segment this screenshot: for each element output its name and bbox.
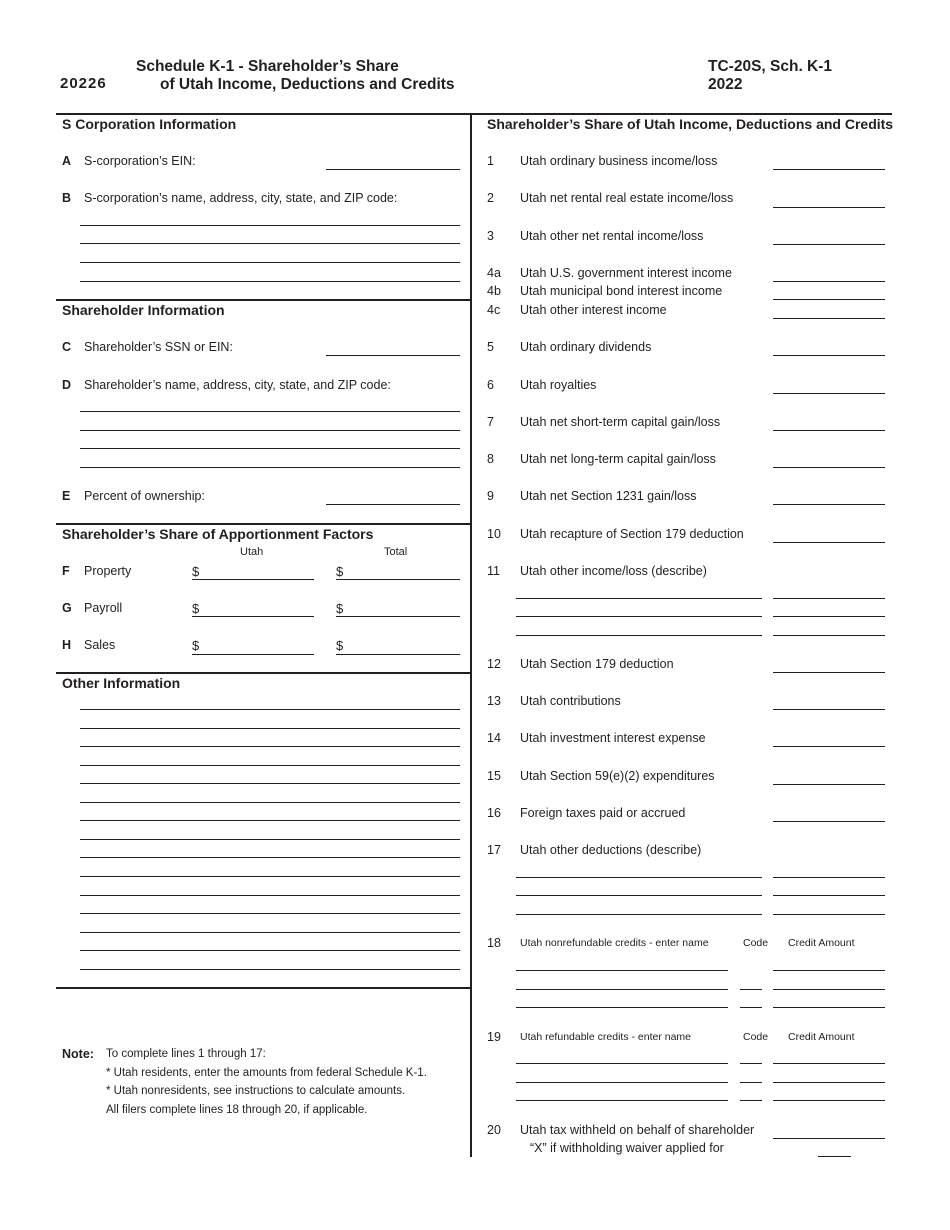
line-20-amount-field[interactable] xyxy=(773,1138,885,1139)
line-1-number: 1 xyxy=(487,154,494,168)
property-total-dollar: $ xyxy=(336,564,344,579)
line-19-label: Utah refundable credits - enter name xyxy=(520,1031,692,1043)
line-18-code-field-2[interactable] xyxy=(740,989,762,990)
line-18-amount-field-2[interactable] xyxy=(773,989,885,990)
line-19-code-header: Code xyxy=(743,1031,769,1043)
shareholder-ssn-label: Shareholder’s SSN or EIN: xyxy=(84,340,233,354)
line-4a-label: Utah U.S. government interest income xyxy=(520,266,732,280)
s-corp-section-title: S Corporation Information xyxy=(62,116,237,132)
shareholder-section-title: Shareholder Information xyxy=(62,302,225,318)
section-rule-note xyxy=(56,987,470,989)
line-19-amount-field-1[interactable] xyxy=(773,1063,885,1064)
letter-g: G xyxy=(62,601,72,615)
line-1-amount-field[interactable] xyxy=(773,169,885,170)
s-corp-ein-label: S-corporation’s EIN: xyxy=(84,154,196,168)
line-12-number: 12 xyxy=(487,657,501,671)
note-line-1: To complete lines 1 through 17: xyxy=(106,1048,266,1060)
line-11-number: 11 xyxy=(487,564,500,578)
line-4a-amount-field[interactable] xyxy=(773,281,885,282)
payroll-total-field[interactable] xyxy=(336,616,460,617)
line-12-amount-field[interactable] xyxy=(773,672,885,673)
form-id: TC-20S, Sch. K-1 xyxy=(708,58,833,75)
line-18-number: 18 xyxy=(487,936,501,950)
line-8-amount-field[interactable] xyxy=(773,467,885,468)
other-info-line[interactable] xyxy=(80,783,460,784)
property-utah-dollar: $ xyxy=(192,564,200,579)
line-13-number: 13 xyxy=(487,694,501,708)
line-17-describe-field-2[interactable] xyxy=(516,895,762,896)
section-rule-shareholder xyxy=(56,299,470,301)
line-3-amount-field[interactable] xyxy=(773,244,885,245)
other-info-line[interactable] xyxy=(80,765,460,766)
letter-a: A xyxy=(62,154,72,168)
form-title-line1: Schedule K-1 - Shareholder’s Share xyxy=(136,58,399,75)
shareholder-address-field-4[interactable] xyxy=(80,467,460,468)
other-info-line[interactable] xyxy=(80,969,460,970)
letter-d: D xyxy=(62,378,72,392)
line-17-describe-field-3[interactable] xyxy=(516,914,762,915)
line-4c-number: 4c xyxy=(487,303,501,317)
letter-f: F xyxy=(62,564,70,578)
payroll-utah-field[interactable] xyxy=(192,616,314,617)
line-3-number: 3 xyxy=(487,229,494,243)
other-info-line[interactable] xyxy=(80,802,460,803)
line-8-number: 8 xyxy=(487,452,494,466)
line-19-code-field-1[interactable] xyxy=(740,1063,762,1064)
s-corp-ein-field[interactable] xyxy=(326,169,460,170)
line-17-number: 17 xyxy=(487,843,501,857)
column-divider xyxy=(470,113,472,1157)
line-11-describe-field-3[interactable] xyxy=(516,635,762,636)
line-19-number: 19 xyxy=(487,1030,501,1044)
line-20-number: 20 xyxy=(487,1123,501,1137)
section-rule-other xyxy=(56,672,470,674)
line-5-amount-field[interactable] xyxy=(773,355,885,356)
line-11-label: Utah other income/loss (describe) xyxy=(520,564,707,578)
line-18-name-field-1[interactable] xyxy=(516,970,728,971)
s-corp-name-label: S-corporation’s name, address, city, state, and ZIP code: xyxy=(84,191,398,205)
note-line-4: All filers complete lines 18 through 20, if applicable. xyxy=(106,1104,368,1116)
line-4a-number: 4a xyxy=(487,266,501,280)
payroll-total-dollar: $ xyxy=(336,601,344,616)
payroll-utah-dollar: $ xyxy=(192,601,200,616)
line-18-code-header: Code xyxy=(743,937,769,949)
line-18-code-field-3[interactable] xyxy=(740,1007,762,1008)
property-utah-field[interactable] xyxy=(192,579,314,580)
line-14-number: 14 xyxy=(487,731,501,745)
other-info-line[interactable] xyxy=(80,746,460,747)
line-11-describe-field-2[interactable] xyxy=(516,616,762,617)
ownership-percent-label: Percent of ownership: xyxy=(84,489,205,503)
line-3-label: Utah other net rental income/loss xyxy=(520,229,704,243)
line-8-label: Utah net long-term capital gain/loss xyxy=(520,452,716,466)
line-2-label: Utah net rental real estate income/loss xyxy=(520,191,734,205)
apportionment-section-title: Shareholder’s Share of Apportionment Factors xyxy=(62,526,374,542)
sales-utah-field[interactable] xyxy=(192,654,314,655)
line-19-amount-header: Credit Amount xyxy=(788,1031,855,1043)
line-5-label: Utah ordinary dividends xyxy=(520,340,652,354)
line-18-amount-field-1[interactable] xyxy=(773,970,885,971)
line-11-amount-field-1[interactable] xyxy=(773,598,885,599)
shareholder-address-field-3[interactable] xyxy=(80,448,460,449)
line-9-number: 9 xyxy=(487,489,494,503)
line-18-label: Utah nonrefundable credits - enter name xyxy=(520,937,709,949)
line-20-label: Utah tax withheld on behalf of shareholder xyxy=(520,1123,755,1137)
line-17-amount-field-2[interactable] xyxy=(773,895,885,896)
line-18-name-field-3[interactable] xyxy=(516,1007,728,1008)
shareholder-name-label: Shareholder’s name, address, city, state, and ZIP code: xyxy=(84,378,391,392)
line-19-code-field-2[interactable] xyxy=(740,1082,762,1083)
line-4b-label: Utah municipal bond interest income xyxy=(520,284,723,298)
line-13-amount-field[interactable] xyxy=(773,709,885,710)
other-info-line[interactable] xyxy=(80,895,460,896)
note-line-2: * Utah residents, enter the amounts from federal Schedule K-1. xyxy=(106,1067,427,1079)
other-info-line[interactable] xyxy=(80,950,460,951)
s-corp-address-field-3[interactable] xyxy=(80,262,460,263)
line-19-name-field-2[interactable] xyxy=(516,1082,728,1083)
letter-b: B xyxy=(62,191,72,205)
line-10-amount-field[interactable] xyxy=(773,542,885,543)
other-info-line[interactable] xyxy=(80,839,460,840)
line-6-amount-field[interactable] xyxy=(773,393,885,394)
line-9-amount-field[interactable] xyxy=(773,504,885,505)
line-2-amount-field[interactable] xyxy=(773,207,885,208)
line-4b-number: 4b xyxy=(487,284,501,298)
sales-label: Sales xyxy=(84,638,116,652)
income-section-title: Shareholder’s Share of Utah Income, Deductions and Credits xyxy=(487,116,894,132)
shareholder-address-field-2[interactable] xyxy=(80,430,460,431)
form-year: 2022 xyxy=(708,76,743,93)
other-info-section-title: Other Information xyxy=(62,675,181,691)
line-2-number: 2 xyxy=(487,191,494,205)
s-corp-address-field-4[interactable] xyxy=(80,281,460,282)
sales-utah-dollar: $ xyxy=(192,638,200,653)
line-19-name-field-3[interactable] xyxy=(516,1100,728,1101)
line-14-label: Utah investment interest expense xyxy=(520,731,706,745)
line-10-label: Utah recapture of Section 179 deduction xyxy=(520,527,744,541)
line-11-describe-field-1[interactable] xyxy=(516,598,762,599)
payroll-label: Payroll xyxy=(84,601,123,615)
ownership-percent-field[interactable] xyxy=(326,504,460,505)
line-19-amount-field-3[interactable] xyxy=(773,1100,885,1101)
form-title-line2: of Utah Income, Deductions and Credits xyxy=(160,76,455,93)
line-5-number: 5 xyxy=(487,340,494,354)
withholding-waiver-label: “X” if withholding waiver applied for xyxy=(530,1141,724,1155)
section-rule-apportionment xyxy=(56,523,470,525)
line-4c-label: Utah other interest income xyxy=(520,303,667,317)
line-4b-amount-field[interactable] xyxy=(773,299,885,300)
other-info-line[interactable] xyxy=(80,709,460,710)
line-12-label: Utah Section 179 deduction xyxy=(520,657,674,671)
line-9-label: Utah net Section 1231 gain/loss xyxy=(520,489,697,503)
s-corp-address-field-2[interactable] xyxy=(80,243,460,244)
line-4c-amount-field[interactable] xyxy=(773,318,885,319)
line-13-label: Utah contributions xyxy=(520,694,621,708)
note-label: Note: xyxy=(62,1047,94,1061)
line-15-number: 15 xyxy=(487,769,501,783)
col-total-header: Total xyxy=(384,546,408,558)
line-17-amount-field-1[interactable] xyxy=(773,877,885,878)
other-info-line[interactable] xyxy=(80,932,460,933)
line-18-amount-field-3[interactable] xyxy=(773,1007,885,1008)
top-rule-left xyxy=(56,113,470,115)
line-17-label: Utah other deductions (describe) xyxy=(520,843,702,857)
other-info-line[interactable] xyxy=(80,820,460,821)
line-6-number: 6 xyxy=(487,378,494,392)
line-17-describe-field-1[interactable] xyxy=(516,877,762,878)
other-info-line[interactable] xyxy=(80,913,460,914)
line-18-name-field-2[interactable] xyxy=(516,989,728,990)
line-1-label: Utah ordinary business income/loss xyxy=(520,154,718,168)
other-info-line[interactable] xyxy=(80,857,460,858)
line-17-amount-field-3[interactable] xyxy=(773,914,885,915)
letter-c: C xyxy=(62,340,72,354)
line-15-amount-field[interactable] xyxy=(773,784,885,785)
property-label: Property xyxy=(84,564,132,578)
note-line-3: * Utah nonresidents, see instructions to calculate amounts. xyxy=(106,1085,406,1097)
sales-total-dollar: $ xyxy=(336,638,344,653)
line-16-amount-field[interactable] xyxy=(773,821,885,822)
line-15-label: Utah Section 59(e)(2) expenditures xyxy=(520,769,715,783)
line-7-label: Utah net short-term capital gain/loss xyxy=(520,415,721,429)
line-11-amount-field-2[interactable] xyxy=(773,616,885,617)
line-6-label: Utah royalties xyxy=(520,378,597,392)
shareholder-ssn-field[interactable] xyxy=(326,355,460,356)
line-10-number: 10 xyxy=(487,527,501,541)
line-14-amount-field[interactable] xyxy=(773,746,885,747)
sales-total-field[interactable] xyxy=(336,654,460,655)
line-16-label: Foreign taxes paid or accrued xyxy=(520,806,686,820)
s-corp-address-field-1[interactable] xyxy=(80,225,460,226)
line-16-number: 16 xyxy=(487,806,501,820)
letter-e: E xyxy=(62,489,71,503)
line-11-amount-field-3[interactable] xyxy=(773,635,885,636)
line-18-amount-header: Credit Amount xyxy=(788,937,855,949)
col-utah-header: Utah xyxy=(240,546,264,558)
other-info-line[interactable] xyxy=(80,728,460,729)
line-7-amount-field[interactable] xyxy=(773,430,885,431)
form-code: 20226 xyxy=(60,75,107,92)
shareholder-address-field-1[interactable] xyxy=(80,411,460,412)
line-19-amount-field-2[interactable] xyxy=(773,1082,885,1083)
letter-h: H xyxy=(62,638,72,652)
property-total-field[interactable] xyxy=(336,579,460,580)
other-info-line[interactable] xyxy=(80,876,460,877)
withholding-waiver-checkbox-field[interactable] xyxy=(818,1156,851,1157)
line-19-name-field-1[interactable] xyxy=(516,1063,728,1064)
top-rule-right xyxy=(472,113,892,115)
line-7-number: 7 xyxy=(487,415,494,429)
line-19-code-field-3[interactable] xyxy=(740,1100,762,1101)
